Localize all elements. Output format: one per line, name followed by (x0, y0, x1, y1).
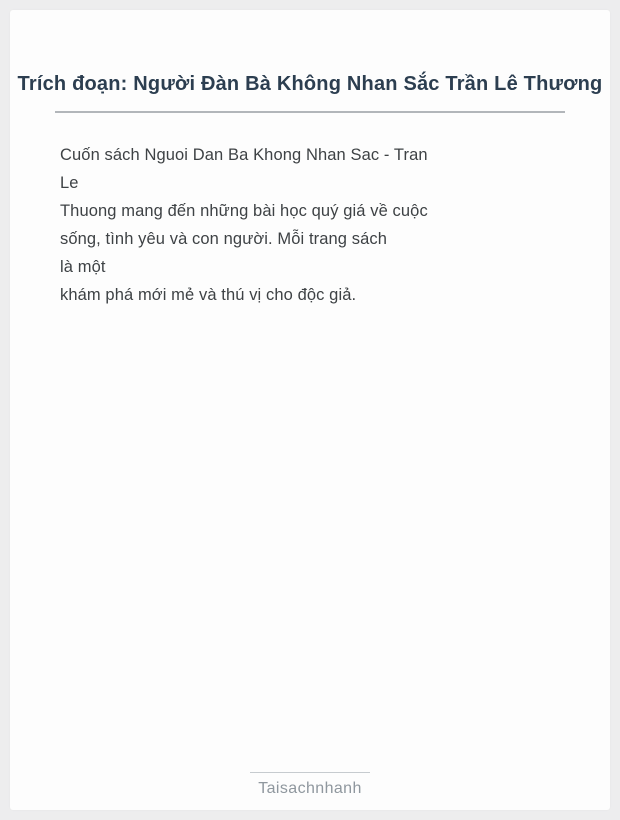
excerpt-line: sống, tình yêu và con người. Mỗi trang sách (60, 230, 388, 248)
document-card (10, 10, 610, 810)
page-title: Trích đoạn: Người Đàn Bà Không Nhan Sắc Trần Lê Thương (17, 73, 603, 95)
excerpt-line: Le (60, 174, 79, 192)
footer (10, 772, 610, 798)
footer-brand: Taisachnhanh (258, 780, 362, 797)
excerpt-line: khám phá mới mẻ và thú vị cho độc giả. (60, 286, 357, 304)
excerpt-line: Cuốn sách Nguoi Dan Ba Khong Nhan Sac - Tran (60, 146, 428, 164)
excerpt-line: là một (60, 258, 106, 276)
title-divider (55, 111, 565, 113)
excerpt-paragraph (10, 141, 610, 309)
footer-divider (250, 772, 370, 773)
excerpt-line: Thuong mang đến những bài học quý giá về cuộc (60, 202, 428, 220)
